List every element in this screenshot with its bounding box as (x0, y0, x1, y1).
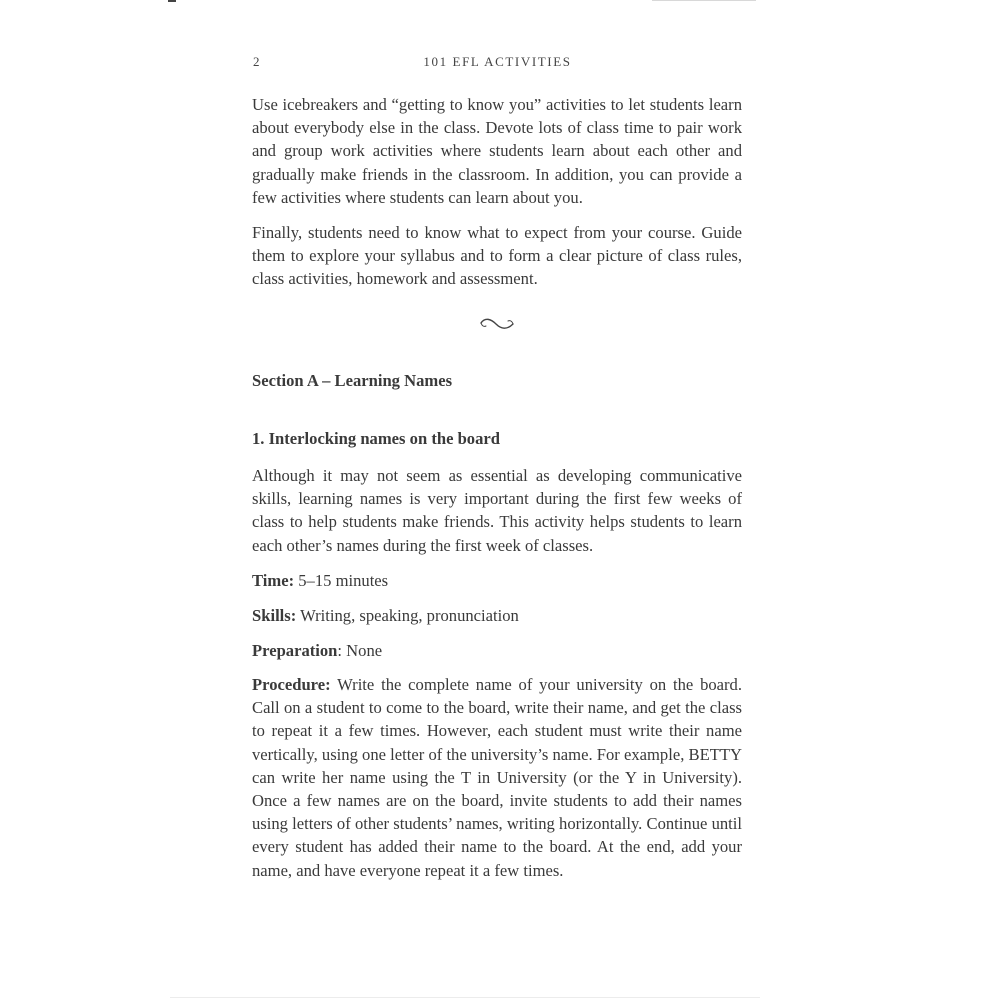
procedure-label: Procedure: (252, 675, 331, 694)
activity-description: Although it may not seem as essential as developing communicative skills, learning names is very important during the first few weeks of class to help students make friends. This activity helps students to learn each other’s names during the first week of classes. (252, 466, 742, 555)
skills-label: Skills: (252, 606, 297, 625)
preparation-value: : None (337, 641, 383, 660)
section-title: Section A – Learning Names (252, 371, 453, 390)
preparation-label: Preparation (252, 641, 338, 660)
swash-divider-icon (479, 316, 515, 332)
procedure-paragraph (252, 673, 742, 882)
time-label: Time: (252, 571, 295, 590)
skills-value: Writing, speaking, pronunciation (296, 606, 519, 625)
intro-paragraph-2: Finally, students need to know what to expect from your course. Guide them to explore your syllabus and to form a clear picture of class rules, class activities, homework and assessment. (252, 223, 742, 289)
scan-mark (168, 0, 176, 2)
running-head: 101 EFL ACTIVITIES (423, 54, 572, 69)
time-value: 5–15 minutes (294, 571, 389, 590)
procedure-value: Write the complete name of your university on the board. Call on a student to come to the board, write their name, and get the class to repeat it a few times. However, each student must write their name vertically, using one letter of the university’s name. For example, BETTY can write her name using the T in University (or the Y in University). Once a few names are on the board, invite students to add their names using letters of other students’ names, writing horizontally. Continue until every student has added their name to the board. At the end, add your name, and have everyone repeat it a few times. (252, 675, 742, 880)
scan-edge-top (652, 0, 756, 1)
intro-paragraph-1: Use icebreakers and “getting to know you” activities to let students learn about everybody else in the class. Devote lots of class time to pair work and group work activities where students learn about each other and gradually make friends in the classroom. In addition, you can provide a few activities where students can learn about you. (252, 95, 742, 207)
skills-field (252, 604, 519, 627)
activity-title: 1. Interlocking names on the board (252, 429, 500, 448)
preparation-field (252, 639, 382, 662)
page-number: 2 (253, 54, 260, 69)
time-field (252, 569, 388, 592)
scan-edge-bottom (170, 997, 760, 998)
